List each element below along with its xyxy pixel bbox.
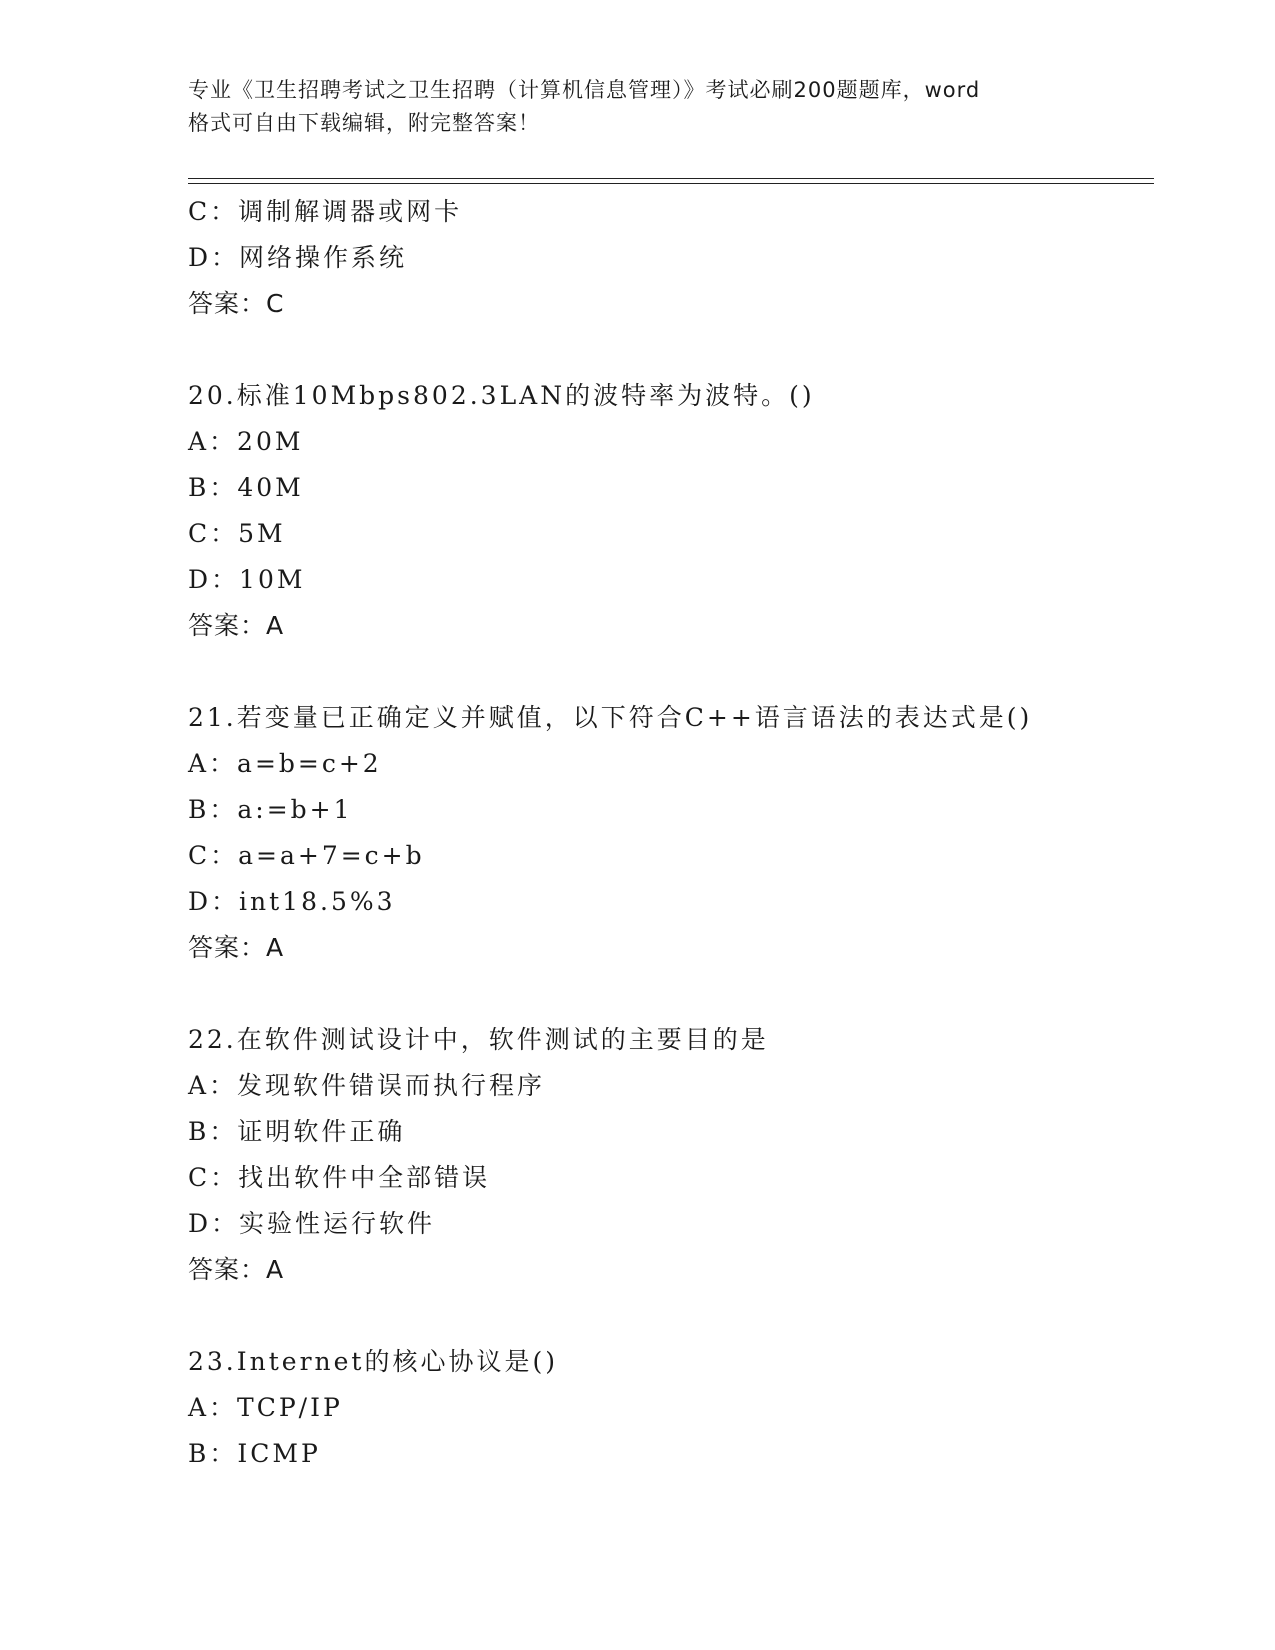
option-line: A：TCP/IP (188, 1393, 343, 1422)
option-line: C：5M (188, 519, 286, 548)
option-line: B：40M (188, 473, 304, 502)
question-block (188, 189, 1154, 327)
option-line: C：a=a+7=c+b (188, 841, 425, 870)
header-line-1: 专业《卫生招聘考试之卫生招聘（计算机信息管理）》考试必刷200题题库，word (188, 78, 981, 102)
question-block (188, 1339, 1154, 1477)
question-stem: 21.若变量已正确定义并赋值，以下符合C++语言语法的表达式是() (188, 703, 1033, 732)
answer-line: 答案：A (188, 933, 285, 962)
answer-line: 答案：A (188, 1255, 285, 1284)
question-block (188, 373, 1154, 649)
answer-line: 答案：C (188, 289, 285, 318)
question-stem: 23.Internet的核心协议是() (188, 1347, 558, 1376)
question-stem: 20.标准10Mbps802.3LAN的波特率为波特。() (188, 381, 815, 410)
option-line: C：找出软件中全部错误 (188, 1163, 491, 1192)
header-line-2: 格式可自由下载编辑，附完整答案！ (188, 111, 540, 135)
option-line: A：a=b=c+2 (188, 749, 382, 778)
question-stem: 22.在软件测试设计中，软件测试的主要目的是 (188, 1025, 769, 1054)
option-line: D：网络操作系统 (188, 243, 408, 272)
option-line: B：证明软件正确 (188, 1117, 406, 1146)
question-block (188, 1017, 1154, 1293)
option-line: D：实验性运行软件 (188, 1209, 436, 1238)
option-line: A：发现软件错误而执行程序 (188, 1071, 546, 1100)
header-divider-bottom (188, 183, 1154, 184)
option-line: A：20M (188, 427, 304, 456)
option-line: B：a:=b+1 (188, 795, 353, 824)
block-spacer (188, 327, 1154, 373)
question-block (188, 695, 1154, 971)
option-line: B：ICMP (188, 1439, 321, 1468)
option-line: D：int18.5%3 (188, 887, 396, 916)
document-header (188, 74, 1088, 140)
option-line: C：调制解调器或网卡 (188, 197, 463, 226)
block-spacer (188, 971, 1154, 1017)
answer-line: 答案：A (188, 611, 285, 640)
question-list (188, 189, 1154, 1477)
block-spacer (188, 1293, 1154, 1339)
header-divider-top (188, 178, 1154, 179)
option-line: D：10M (188, 565, 306, 594)
block-spacer (188, 649, 1154, 695)
